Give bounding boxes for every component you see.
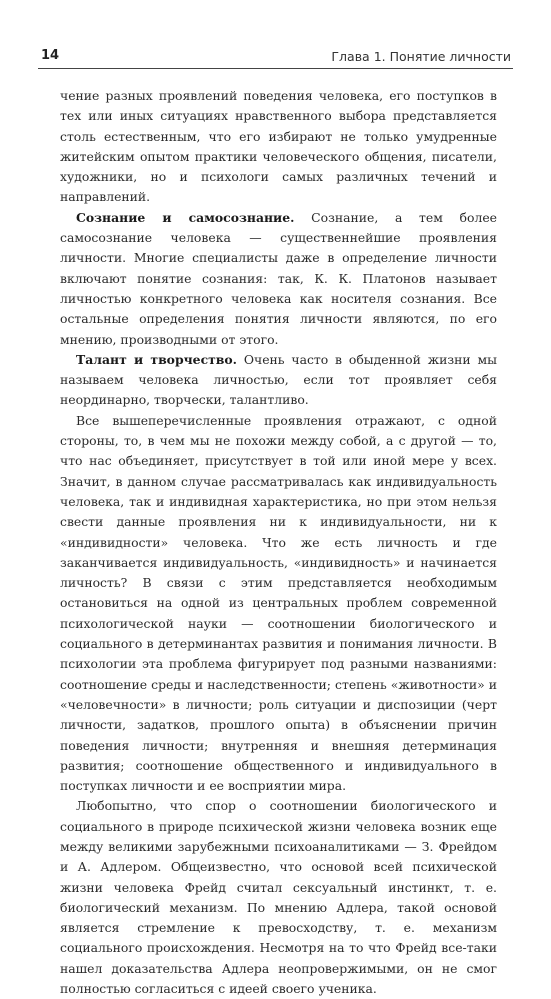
chapter-title: Глава 1. Понятие личности (331, 49, 511, 64)
paragraph: Любопытно, что спор о соотношении биологического и социального в природе психической жизни человека возник еще между великими зарубежными психоаналитиками — З. Фрейдом и А. Адлером. Общеизвестно, что основой всей психической жизни человека Фрейд считал сексуальный инстинкт, т. е. биологический механизм. По мнению Адлера, такой основой является стремление к превосходству, т. е. механизм социального происхождения. Несмотря на то что Фрейд все-таки нашел доказательства Адлера неопровержимыми, он не смог полностью согласиться с идеей своего ученика. (60, 798, 497, 997)
paragraph: чение разных проявлений поведения человека, его поступков в тех или иных ситуациях нравственного выбора представляется столь естественным, что его избирают не только умудренные житейским опытом практики человеческого общения, писатели, художники, но и психологи самых различных течений и направлений. (60, 88, 497, 205)
paragraph: Сознание и самосознание. Сознание, а тем более самосознание человека — существеннейшие проявления личности. Многие специалисты даже в определение личности включают понятие сознания: так, К. К. Платонов называет личностью конкретного человека как носителя сознания. Все остальные определения понятия личности являются, по его мнению, производными от этого. (60, 209, 497, 347)
page-number: 14 (41, 48, 60, 63)
paragraph: Талант и творчество. Очень часто в обыденной жизни мы называем человека личностью, если тот проявляет себя неординарно, творчески, талантливо. (60, 351, 497, 408)
run-in-heading: Сознание и самосознание. (76, 209, 295, 225)
paragraph: Все вышеперечисленные проявления отражают, с одной стороны, то, в чем мы не похожи между собой, а с другой — то, что нас объединяет, присутствует в той или иной мере у всех. Значит, в данном случае рассматривалась как индивидуальность человека, так и индивидная характеристика, но при этом нельзя свести данные проявления ни к индивидуальности, ни к «индивидности» человека. Что же есть личность и где заканчивается индивидуальность, «индивидность» и начинается личность? В связи с этим представляется необходимым остановиться на одной из центральных проблем современной психологической науки — соотношении биологического и социального в детерминантах развития и понимания личности. В психологии эта проблема фигурирует под разными названиями: соотношение среды и наследственности; степень «животности» и «человечности» в личности; роль ситуации и диспозиции (черт личности, задатков, прошлого опыта) в объяснении причин поведения личности; внутренняя и внешняя детерминация развития; соотношение общественного и индивидуального в поступках личности и ее восприятии мира. (60, 412, 497, 794)
run-in-heading: Талант и творчество. (76, 351, 237, 367)
body-text (60, 86, 497, 999)
running-header (38, 46, 513, 69)
